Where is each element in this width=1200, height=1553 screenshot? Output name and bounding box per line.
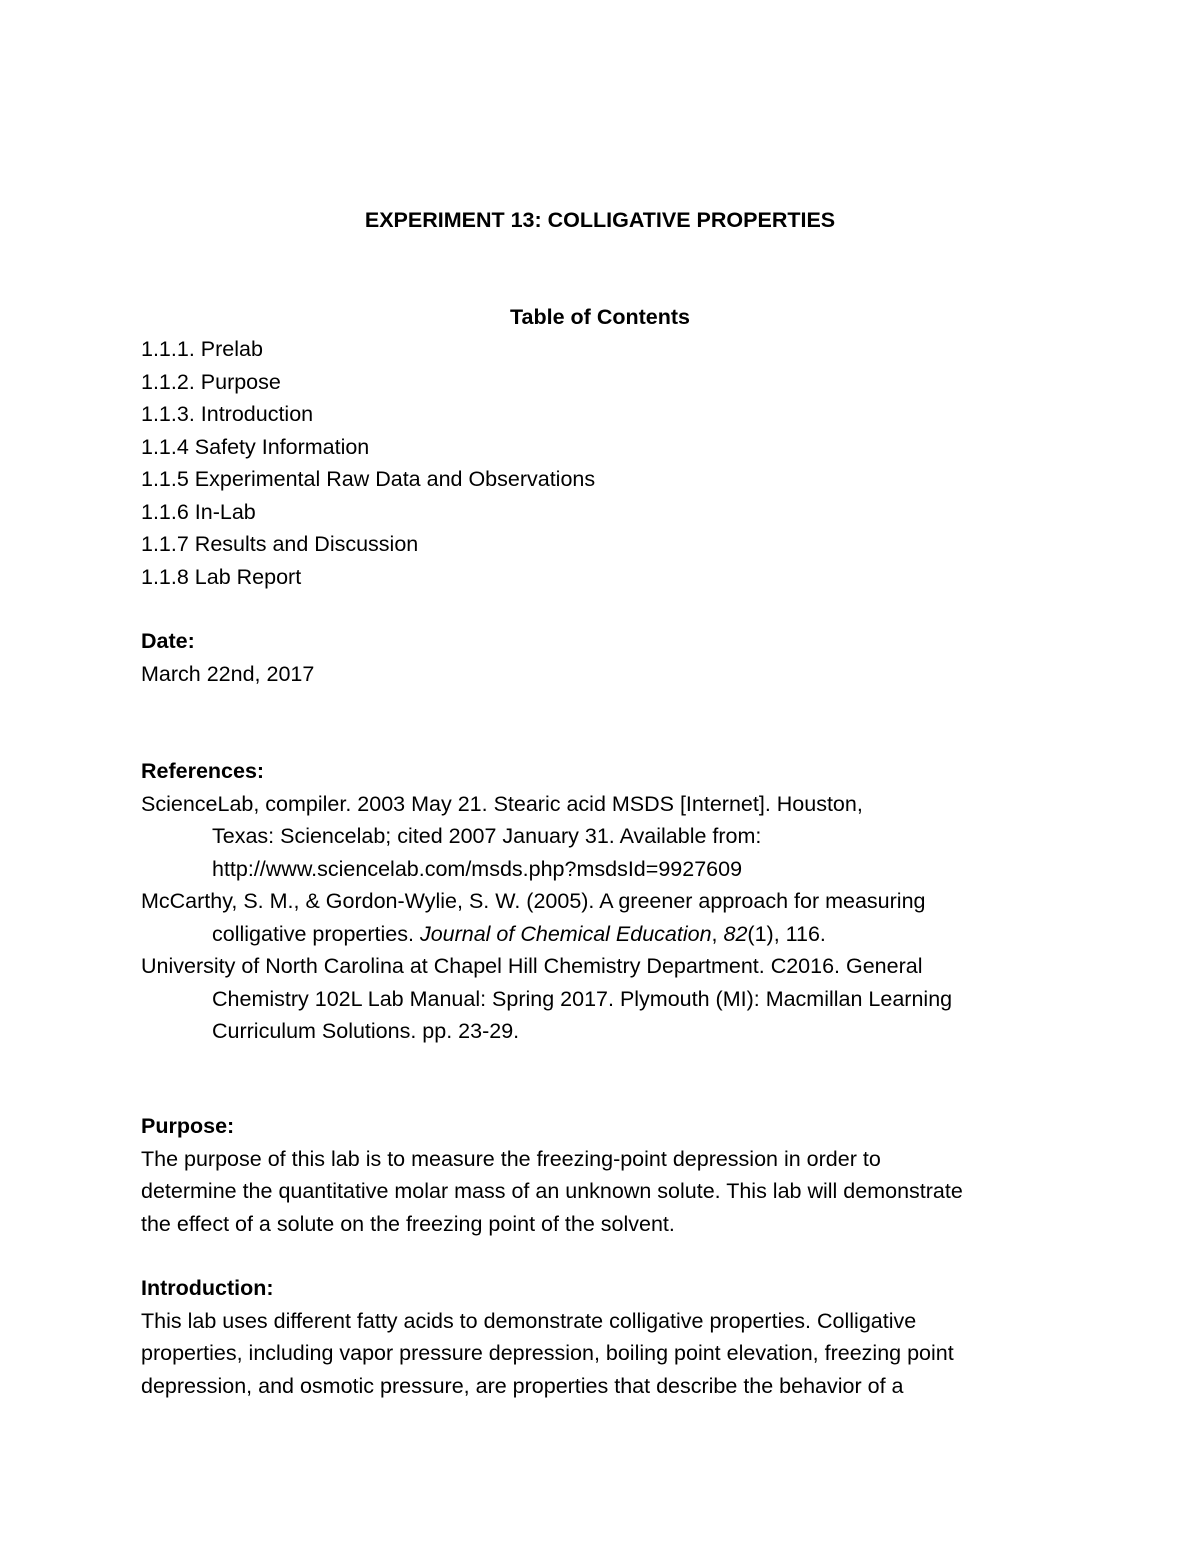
purpose-section: [141, 1110, 1061, 1240]
date-value: March 22nd, 2017: [141, 661, 315, 686]
reference-3-line: Curriculum Solutions. pp. 23-29.: [212, 1019, 520, 1043]
reference-2-line: [141, 918, 1061, 951]
reference-1-url: http://www.sciencelab.com/msds.php?msdsId=9927609: [212, 856, 743, 881]
toc-item: 1.1.5 Experimental Raw Data and Observations: [141, 467, 596, 491]
purpose-text-line: determine the quantitative molar mass of an unknown solute. This lab will demonstrate: [141, 1179, 963, 1203]
introduction-section: [141, 1272, 1061, 1402]
introduction-heading: Introduction:: [141, 1276, 274, 1300]
reference-2-volume: 82: [723, 921, 748, 946]
toc-item: 1.1.3. Introduction: [141, 402, 314, 426]
toc-item: 1.1.8 Lab Report: [141, 564, 302, 589]
purpose-text-line: the effect of a solute on the freezing point of the solvent.: [141, 1211, 675, 1236]
purpose-heading: Purpose:: [141, 1114, 235, 1138]
table-of-contents: [141, 333, 1061, 593]
purpose-text-line: The purpose of this lab is to measure the freezing-point depression in order to: [141, 1146, 881, 1171]
references-section: [141, 755, 1061, 1048]
references-heading: References:: [141, 759, 265, 783]
toc-item: 1.1.4 Safety Information: [141, 434, 370, 459]
reference-3-line: Chemistry 102L Lab Manual: Spring 2017. Plymouth (MI): Macmillan Learning: [212, 986, 953, 1011]
reference-2-text: colligative properties.: [212, 921, 420, 946]
document-title: EXPERIMENT 13: COLLIGATIVE PROPERTIES: [364, 208, 836, 232]
reference-2-comma: ,: [711, 921, 724, 946]
toc-item: 1.1.1. Prelab: [141, 337, 263, 361]
introduction-text-line: This lab uses different fatty acids to demonstrate colligative properties. Colligative: [141, 1308, 917, 1333]
toc-heading: Table of Contents: [510, 305, 690, 329]
toc-item: 1.1.6 In-Lab: [141, 499, 256, 524]
reference-1-line: ScienceLab, compiler. 2003 May 21. Stearic acid MSDS [Internet]. Houston,: [141, 791, 863, 816]
toc-item: 1.1.2. Purpose: [141, 369, 281, 394]
introduction-text-line: properties, including vapor pressure depression, boiling point elevation, freezing point: [141, 1341, 954, 1365]
toc-item: 1.1.7 Results and Discussion: [141, 532, 419, 556]
reference-2-issue-pages: (1), 116.: [747, 921, 826, 946]
reference-2-journal: Journal of Chemical Education: [419, 921, 712, 946]
reference-3-line: University of North Carolina at Chapel Hill Chemistry Department. C2016. General: [141, 954, 923, 978]
reference-1-line: Texas: Sciencelab; cited 2007 January 31. Available from:: [212, 824, 762, 848]
reference-2-line: McCarthy, S. M., & Gordon-Wylie, S. W. (2005). A greener approach for measuring: [141, 889, 926, 913]
introduction-text-line: depression, and osmotic pressure, are properties that describe the behavior of a: [141, 1373, 904, 1398]
date-section: [141, 625, 1061, 690]
date-heading: Date:: [141, 629, 195, 653]
